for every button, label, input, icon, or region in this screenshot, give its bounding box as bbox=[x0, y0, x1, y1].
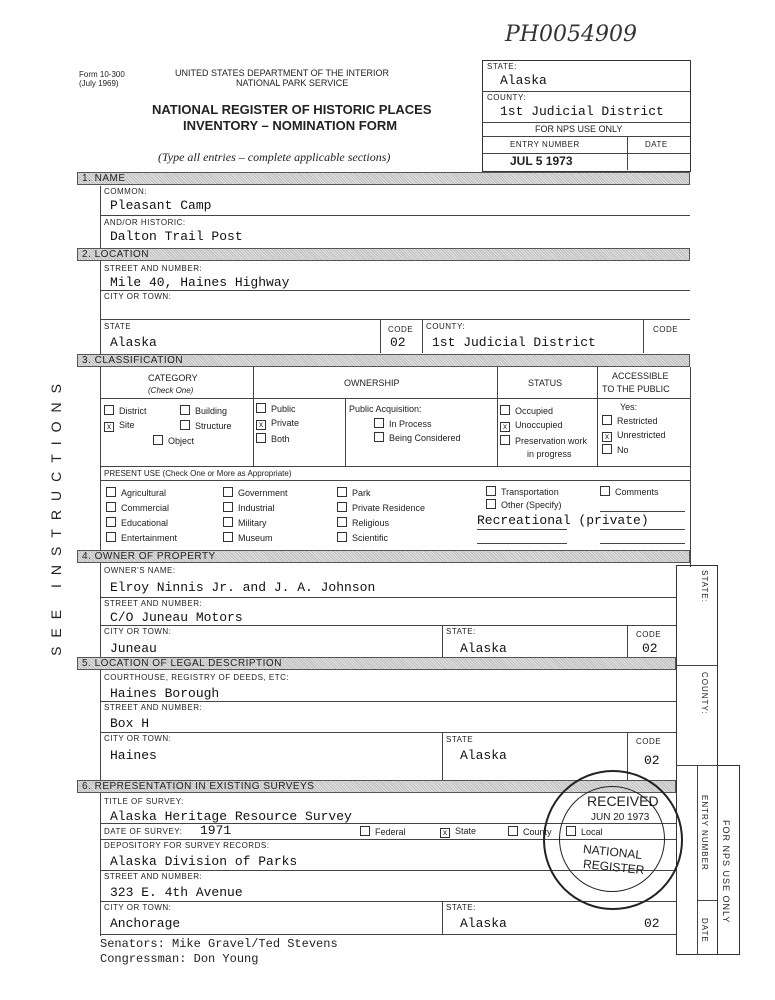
status-header: STATUS bbox=[528, 378, 563, 388]
survey-date: 1971 bbox=[200, 823, 232, 838]
strip-entry-label: ENTRY NUMBER bbox=[700, 795, 709, 871]
legal-city-label: CITY OR TOWN: bbox=[104, 734, 172, 743]
code-label: CODE bbox=[388, 325, 414, 334]
location-state: Alaska bbox=[110, 335, 157, 350]
county-code-label: CODE bbox=[653, 325, 679, 334]
owner-state: Alaska bbox=[460, 641, 507, 656]
legal-state-label: STATE bbox=[446, 735, 474, 744]
owner-code: 02 bbox=[642, 641, 658, 656]
section-5-header: 5. LOCATION OF LEGAL DESCRIPTION bbox=[77, 657, 676, 670]
state-label: STATE bbox=[104, 322, 132, 331]
accessible-header: ACCESSIBLE bbox=[612, 371, 669, 381]
use-industrial[interactable]: Industrial bbox=[223, 502, 275, 513]
public-acquisition-label: Public Acquisition: bbox=[349, 404, 422, 414]
checkbox-object[interactable]: Object bbox=[153, 435, 194, 446]
preservation-label-2: in progress bbox=[527, 449, 572, 459]
strip-state-label: STATE: bbox=[700, 570, 709, 603]
congressman-note: Congressman: Don Young bbox=[100, 952, 259, 966]
service: NATIONAL PARK SERVICE bbox=[236, 78, 349, 88]
survey-state-label: STATE: bbox=[446, 903, 476, 912]
entry-number-value: JUL 5 1973 bbox=[510, 154, 573, 168]
nps-state-label: STATE: bbox=[487, 62, 517, 71]
legal-street: Box H bbox=[110, 716, 150, 731]
accessible-header-2: TO THE PUBLIC bbox=[602, 384, 670, 394]
use-educational[interactable]: Educational bbox=[106, 517, 168, 528]
strip-county-label: COUNTY: bbox=[700, 672, 709, 715]
use-government[interactable]: Government bbox=[223, 487, 288, 498]
use-other[interactable]: Other (Specify) bbox=[486, 499, 562, 510]
legal-state: Alaska bbox=[460, 748, 507, 763]
survey-date-label: DATE OF SURVEY: bbox=[104, 827, 183, 836]
use-military[interactable]: Military bbox=[223, 517, 267, 528]
section-2-header: 2. LOCATION bbox=[77, 248, 690, 261]
form-date: (July 1969) bbox=[79, 79, 119, 88]
use-scientific[interactable]: Scientific bbox=[337, 532, 388, 543]
owner-city-label: CITY OR TOWN: bbox=[104, 627, 172, 636]
legal-city: Haines bbox=[110, 748, 157, 763]
depository: Alaska Division of Parks bbox=[110, 854, 298, 869]
location-county: 1st Judicial District bbox=[432, 335, 596, 350]
checkbox-public[interactable]: Public bbox=[256, 403, 296, 414]
checkbox-private[interactable]: x Private bbox=[256, 418, 299, 430]
common-name: Pleasant Camp bbox=[110, 198, 212, 213]
nps-county: 1st Judicial District bbox=[500, 104, 664, 119]
form-title: NATIONAL REGISTER OF HISTORIC PLACES bbox=[152, 102, 432, 117]
depository-label: DEPOSITORY FOR SURVEY RECORDS: bbox=[104, 841, 270, 850]
survey-city-label: CITY OR TOWN: bbox=[104, 903, 172, 912]
legal-code: 02 bbox=[644, 753, 660, 768]
use-park[interactable]: Park bbox=[337, 487, 371, 498]
common-label: COMMON: bbox=[104, 187, 148, 196]
location-street: Mile 40, Haines Highway bbox=[110, 275, 290, 290]
use-private-residence[interactable]: Private Residence bbox=[337, 502, 425, 513]
see-instructions-text: SEE INSTRUCTIONS bbox=[48, 375, 64, 656]
present-use-label: PRESENT USE (Check One or More as Appropriate) bbox=[104, 469, 292, 478]
owner-state-label: STATE: bbox=[446, 627, 476, 636]
date-label: DATE bbox=[645, 140, 668, 149]
owner-street-label: STREET AND NUMBER: bbox=[104, 599, 203, 608]
survey-code: 02 bbox=[644, 916, 660, 931]
strip-nps-label: FOR NPS USE ONLY bbox=[721, 820, 731, 924]
accessible-yes-label: Yes: bbox=[620, 402, 638, 412]
use-entertainment[interactable]: Entertainment bbox=[106, 532, 177, 543]
other-use-value: Recreational (private) bbox=[477, 513, 649, 528]
checkbox-occupied[interactable]: Occupied bbox=[500, 405, 553, 416]
owner-name: Elroy Ninnis Jr. and J. A. Johnson bbox=[110, 580, 376, 595]
strip-date-label: DATE bbox=[700, 918, 709, 943]
category-header: CATEGORY bbox=[148, 373, 198, 383]
nps-county-label: COUNTY: bbox=[487, 93, 527, 102]
checkbox-preservation[interactable]: Preservation work bbox=[500, 435, 587, 446]
checkbox-restricted[interactable]: Restricted bbox=[602, 415, 658, 426]
stamp-register: REGISTER bbox=[582, 856, 645, 878]
checkbox-being-considered[interactable]: Being Considered bbox=[374, 432, 461, 443]
owner-city: Juneau bbox=[110, 641, 157, 656]
checkbox-site[interactable]: x Site bbox=[104, 420, 135, 432]
use-agricultural[interactable]: Agricultural bbox=[106, 487, 166, 498]
entry-number-label: ENTRY NUMBER bbox=[510, 140, 580, 149]
checkbox-structure[interactable]: Structure bbox=[180, 420, 232, 431]
use-transportation[interactable]: Transportation bbox=[486, 486, 559, 497]
survey-city: Anchorage bbox=[110, 916, 181, 931]
owner-code-label: CODE bbox=[636, 630, 662, 639]
checkbox-both[interactable]: Both bbox=[256, 433, 290, 444]
survey-state[interactable]: x State bbox=[440, 826, 476, 838]
handwritten-id: PH0054909 bbox=[505, 22, 637, 47]
stamp-date: JUN 20 1973 bbox=[591, 812, 650, 823]
checkbox-no[interactable]: No bbox=[602, 444, 629, 455]
check-one-note: (Check One) bbox=[148, 386, 194, 395]
legal-street-label: STREET AND NUMBER: bbox=[104, 703, 203, 712]
survey-state-value: Alaska bbox=[460, 916, 507, 931]
stamp-received: RECEIVED bbox=[587, 793, 659, 809]
courthouse-label: COURTHOUSE, REGISTRY OF DEEDS, ETC: bbox=[104, 673, 290, 682]
survey-title: Alaska Heritage Resource Survey bbox=[110, 809, 352, 824]
checkbox-unoccupied[interactable]: x Unoccupied bbox=[500, 420, 563, 432]
survey-county[interactable]: County bbox=[508, 826, 552, 837]
historic-name: Dalton Trail Post bbox=[110, 229, 243, 244]
stamp-national: NATIONAL bbox=[582, 841, 643, 863]
section-4-header: 4. OWNER OF PROPERTY bbox=[77, 550, 690, 563]
survey-local[interactable]: Local bbox=[566, 826, 603, 837]
use-religious[interactable]: Religious bbox=[337, 517, 389, 528]
checkbox-district[interactable]: District bbox=[104, 405, 147, 416]
ownership-header: OWNERSHIP bbox=[344, 378, 400, 388]
courthouse: Haines Borough bbox=[110, 686, 220, 701]
nps-state: Alaska bbox=[500, 73, 547, 88]
owner-name-label: OWNER'S NAME: bbox=[104, 566, 176, 575]
owner-street: C/O Juneau Motors bbox=[110, 610, 243, 625]
form-subtitle: INVENTORY – NOMINATION FORM bbox=[183, 118, 398, 133]
historic-label: AND/OR HISTORIC: bbox=[104, 218, 186, 227]
survey-title-label: TITLE OF SURVEY: bbox=[104, 797, 184, 806]
section-3-header: 3. CLASSIFICATION bbox=[77, 354, 690, 367]
checkbox-building[interactable]: Building bbox=[180, 405, 227, 416]
legal-code-label: CODE bbox=[636, 737, 662, 746]
nps-use-only: FOR NPS USE ONLY bbox=[535, 124, 623, 134]
survey-street: 323 E. 4th Avenue bbox=[110, 885, 243, 900]
survey-street-label: STREET AND NUMBER: bbox=[104, 872, 203, 881]
city-label: CITY OR TOWN: bbox=[104, 292, 172, 301]
county-label: COUNTY: bbox=[426, 322, 466, 331]
form-number: Form 10-300 bbox=[79, 70, 125, 79]
department: UNITED STATES DEPARTMENT OF THE INTERIOR bbox=[175, 68, 390, 78]
senators-note: Senators: Mike Gravel/Ted Stevens bbox=[100, 937, 338, 951]
checkbox-in-process[interactable]: In Process bbox=[374, 418, 432, 429]
use-comments[interactable]: Comments bbox=[600, 486, 659, 497]
street-label: STREET AND NUMBER: bbox=[104, 264, 203, 273]
location-state-code: 02 bbox=[390, 335, 406, 350]
instructions: (Type all entries – complete applicable sections) bbox=[158, 150, 391, 164]
section-6-header: 6. REPRESENTATION IN EXISTING SURVEYS bbox=[77, 780, 676, 793]
use-commercial[interactable]: Commercial bbox=[106, 502, 169, 513]
survey-federal[interactable]: Federal bbox=[360, 826, 406, 837]
checkbox-unrestricted[interactable]: x Unrestricted bbox=[602, 430, 666, 442]
use-museum[interactable]: Museum bbox=[223, 532, 273, 543]
section-1-header: 1. NAME bbox=[77, 172, 690, 185]
